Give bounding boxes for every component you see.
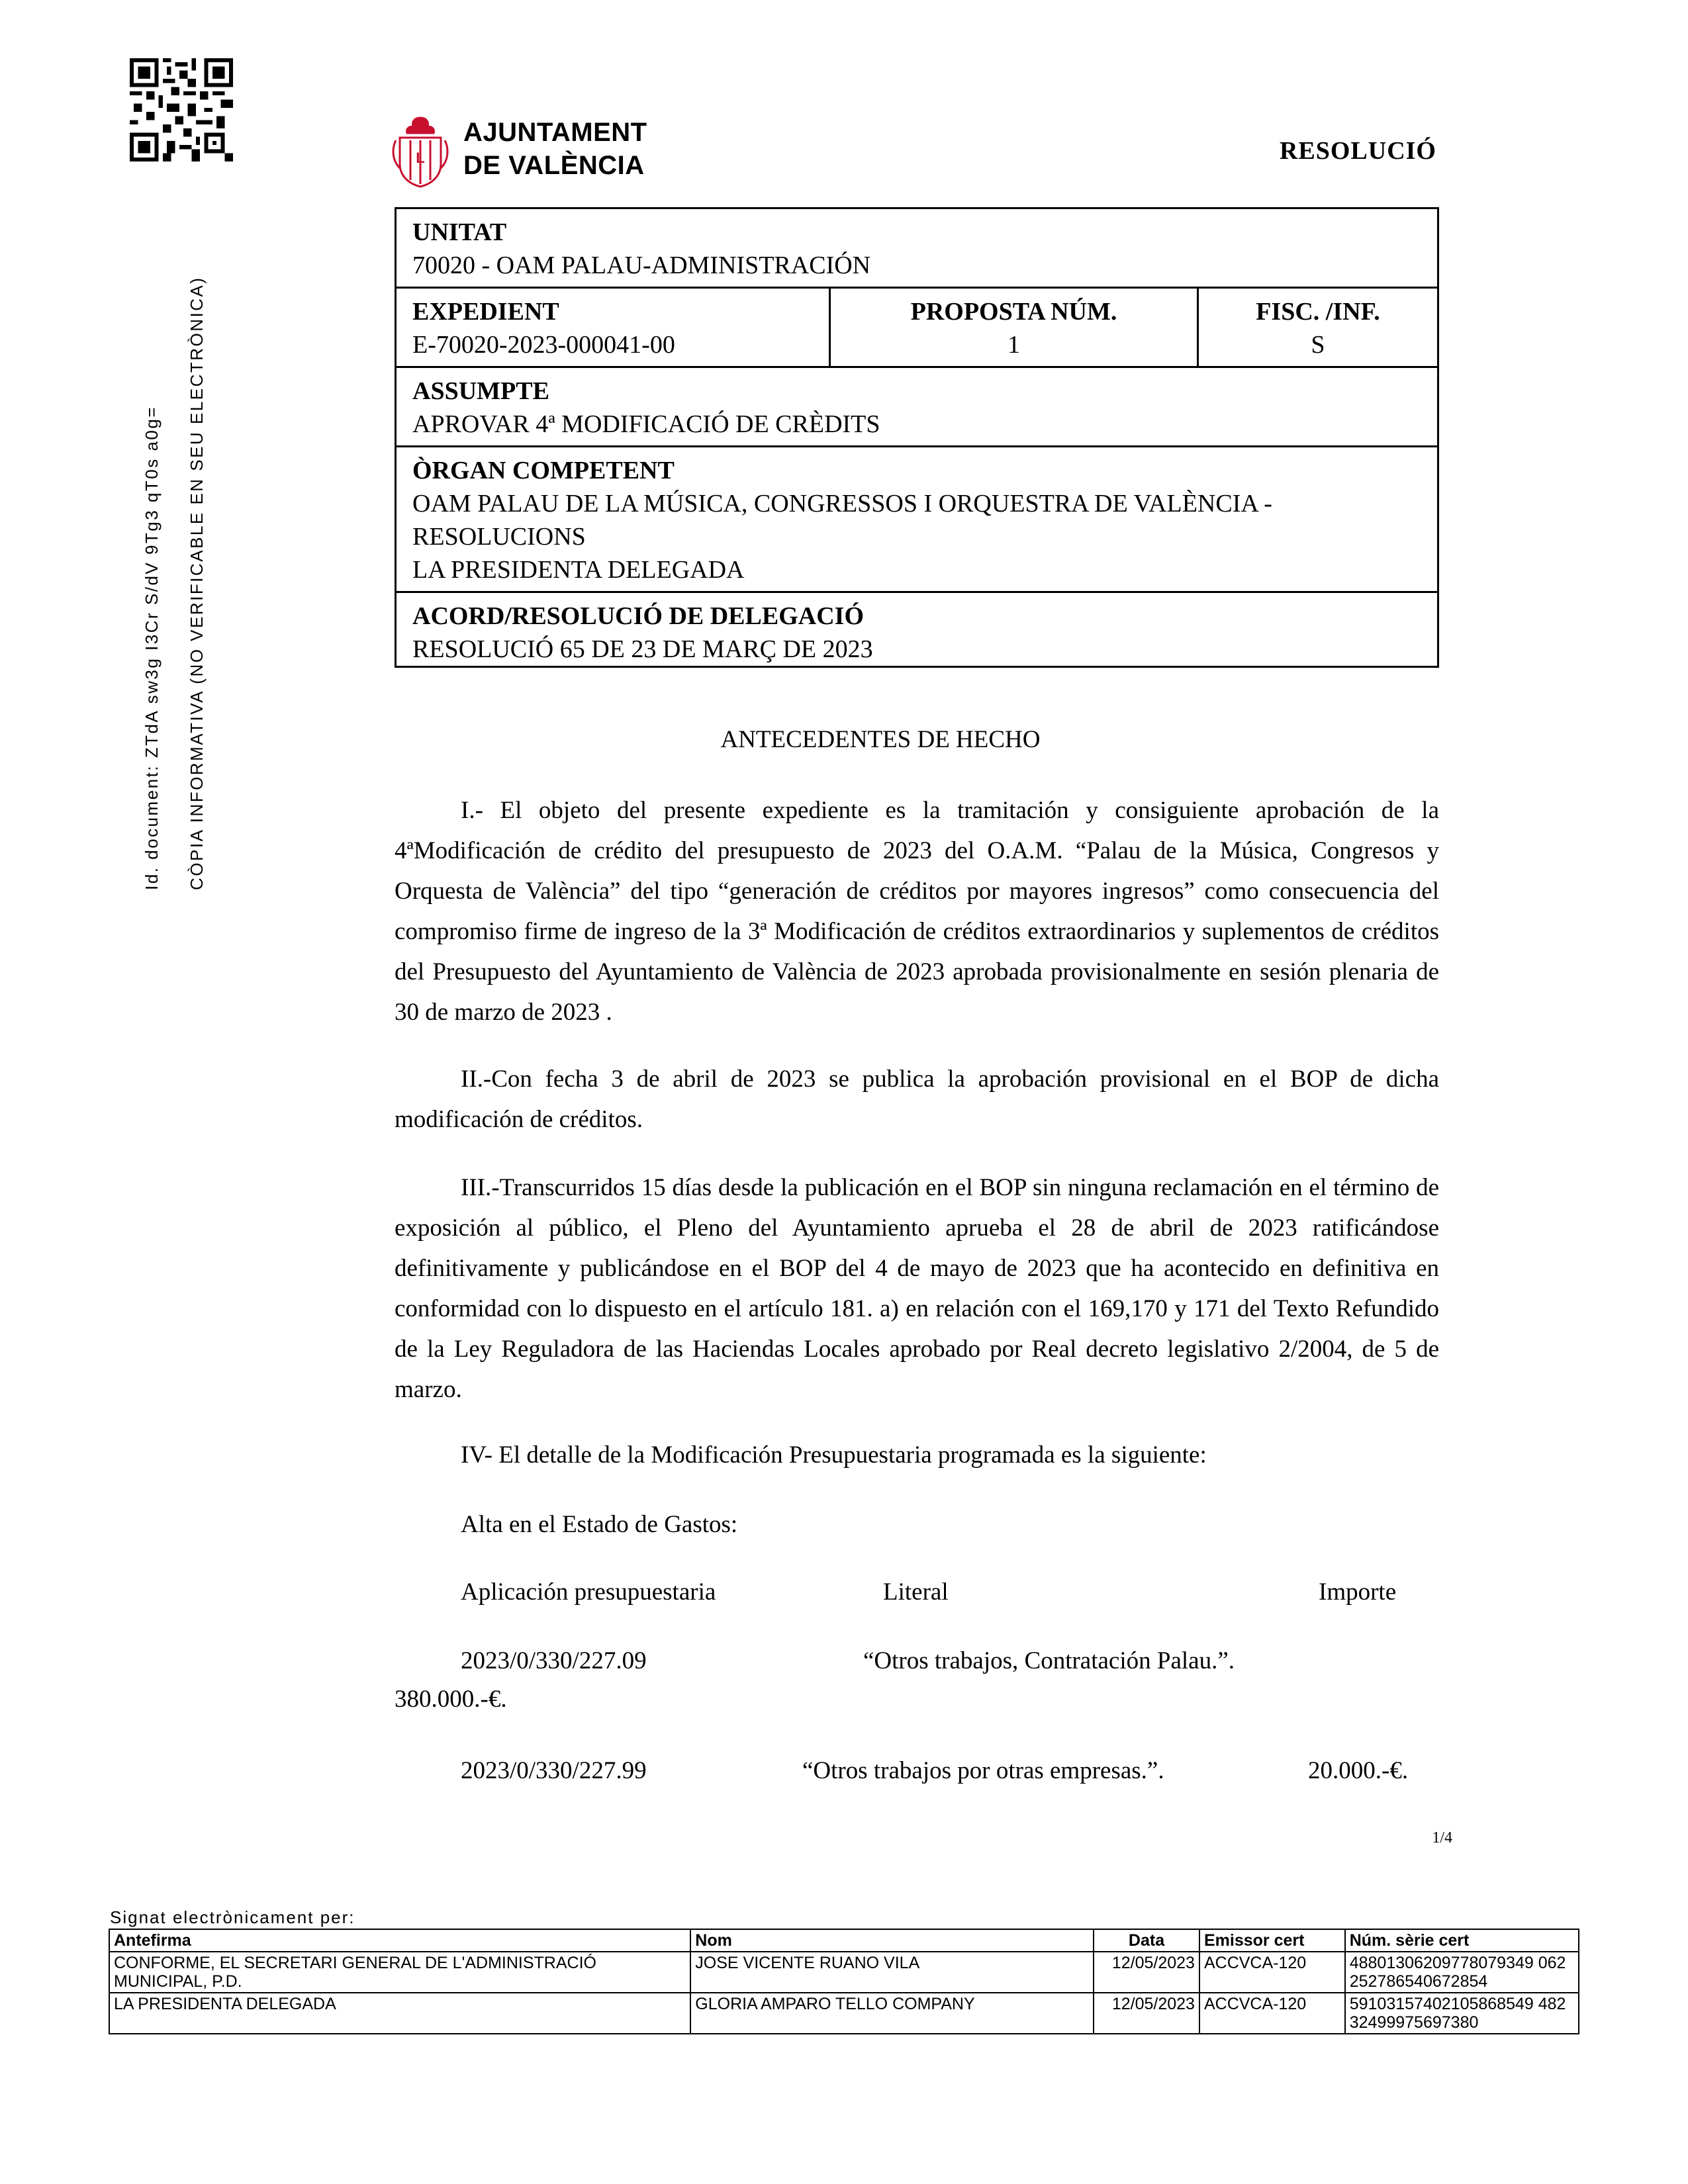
row1-literal: “Otros trabajos, Contratación Palau.”. — [863, 1647, 1235, 1674]
header-emissor: Emissor cert — [1199, 1929, 1345, 1952]
paragraph-3: III.-Transcurridos 15 días desde la publicación en el BOP sin ninguna reclamación en el término de exposición al público, el Pleno del Ayuntamiento aprueba el 28 de abril de 2023 ratificándose definitivamente y publicándose en el BOP del 4 de mayo de 2023 que ha acontecido en definitiva en conformidad con lo dispuesto en el artículo 181. a) en relación con el 169,170 y 171 del Texto Refundido de la Ley Reguladora de las Haciendas Locales aprobado por Real decreto legislativo 2/2004, de 5 de marzo. — [395, 1174, 1439, 1403]
expedient-row — [397, 289, 1437, 368]
unitat-label: UNITAT — [412, 218, 507, 246]
proposta-label: PROPOSTA NÚM. — [910, 298, 1117, 326]
cell-emissor: ACCVCA-120 — [1199, 1952, 1345, 1993]
header-nom: Nom — [690, 1929, 1094, 1952]
acord-label: ACORD/RESOLUCIÓ DE DELEGACIÓ — [412, 602, 864, 630]
organ-value-line1: OAM PALAU DE LA MÚSICA, CONGRESSOS I ORQUESTRA DE VALÈNCIA - — [412, 490, 1272, 518]
acord-value: RESOLUCIÓ 65 DE 23 DE MARÇ DE 2023 — [412, 635, 873, 663]
signature-table — [109, 1929, 1579, 2034]
organ-row — [397, 447, 1437, 593]
signature-row — [109, 1952, 1579, 1993]
assumpte-row — [397, 368, 1437, 447]
expedient-value: E-70020-2023-000041-00 — [412, 331, 675, 359]
signature-row — [109, 1993, 1579, 2034]
section-heading: ANTECEDENTES DE HECHO — [720, 726, 1041, 753]
document-type: RESOLUCIÓ — [1279, 137, 1436, 165]
city-emblem-icon — [391, 111, 450, 191]
cell-antefirma: CONFORME, EL SECRETARI GENERAL DE L'ADMINISTRACIÓ MUNICIPAL, P.D. — [109, 1952, 690, 1993]
cell-nom: GLORIA AMPARO TELLO COMPANY — [690, 1993, 1094, 2034]
assumpte-value: APROVAR 4ª MODIFICACIÓ DE CRÈDITS — [412, 410, 880, 438]
paragraph-4: IV- El detalle de la Modificación Presupuestaria programada es la siguiente: — [461, 1441, 1207, 1469]
header-antefirma: Antefirma — [109, 1929, 690, 1952]
alta-label: Alta en el Estado de Gastos: — [461, 1511, 738, 1538]
org-name-line1: AJUNTAMENT — [463, 118, 647, 147]
cell-antefirma: LA PRESIDENTA DELEGADA — [109, 1993, 690, 2034]
acord-row — [397, 593, 1437, 666]
document-id-side-text: Id. document: ZTdA sw3g I3Cr S/dV 9Tg3 qT0s a0g= — [142, 405, 162, 890]
unitat-value: 70020 - OAM PALAU-ADMINISTRACIÓN — [412, 251, 871, 279]
unitat-row — [397, 209, 1437, 289]
col-literal-header: Literal — [883, 1578, 949, 1606]
svg-text:L: L — [416, 150, 425, 166]
header-data: Data — [1094, 1929, 1199, 1952]
fisc-value: S — [1311, 331, 1325, 359]
assumpte-label: ASSUMPTE — [412, 377, 549, 405]
cell-data: 12/05/2023 — [1094, 1993, 1199, 2034]
signature-header-row — [109, 1929, 1579, 1952]
expedient-label: EXPEDIENT — [412, 298, 559, 326]
page-number: 1/4 — [1432, 1829, 1452, 1846]
org-name-line2: DE VALÈNCIA — [463, 151, 645, 180]
row1-importe: 380.000.-€. — [395, 1686, 507, 1713]
col-importe-header: Importe — [1319, 1578, 1397, 1606]
proposta-value: 1 — [1008, 331, 1020, 359]
row2-importe: 20.000.-€. — [1308, 1757, 1409, 1784]
cell-nom: JOSE VICENTE RUANO VILA — [690, 1952, 1094, 1993]
organ-value-line2: RESOLUCIONS — [412, 523, 586, 551]
organ-label: ÒRGAN COMPETENT — [412, 457, 675, 484]
organ-value-line3: LA PRESIDENTA DELEGADA — [412, 556, 745, 584]
fisc-label: FISC. /INF. — [1256, 298, 1380, 326]
signature-label: Signat electrònicament per: — [110, 1907, 355, 1927]
informative-copy-side-text: CÒPIA INFORMATIVA (NO VERIFICABLE EN SEU ELECTRÒNICA) — [187, 276, 207, 890]
cell-serie: 59103157402105868549 48232499975697380 — [1345, 1993, 1579, 2034]
col-aplicacion-header: Aplicación presupuestaria — [461, 1578, 716, 1606]
cell-data: 12/05/2023 — [1094, 1952, 1199, 1993]
city-logo — [391, 111, 669, 191]
paragraph-2: II.-Con fecha 3 de abril de 2023 se publica la aprobación provisional en el BOP de dicha modificación de créditos. — [395, 1066, 1439, 1133]
row2-literal: “Otros trabajos por otras empresas.”. — [802, 1757, 1164, 1784]
row2-aplicacion: 2023/0/330/227.99 — [461, 1757, 647, 1784]
cell-emissor: ACCVCA-120 — [1199, 1993, 1345, 2034]
row1-aplicacion: 2023/0/330/227.09 — [461, 1647, 647, 1674]
info-box — [395, 207, 1439, 668]
qr-code-icon — [130, 58, 233, 161]
paragraph-1: I.- El objeto del presente expediente es la tramitación y consiguiente aprobación de la 4ªModificación de crédito del presupuesto de 2023 del O.A.M. “Palau de la Música, Congresos y Orquesta de València” del tipo “generación de créditos por mayores ingresos” como consecuencia del compromiso firme de ingreso de la 3ª Modificación de créditos extraordinarios y suplementos de créditos del Presupuesto del Ayuntamiento de València de 2023 aprobada provisionalmente en sesión plenaria de 30 de marzo de 2023 . — [395, 797, 1439, 1026]
header-serie: Núm. sèrie cert — [1345, 1929, 1579, 1952]
cell-serie: 48801306209778079349 062252786540672854 — [1345, 1952, 1579, 1993]
